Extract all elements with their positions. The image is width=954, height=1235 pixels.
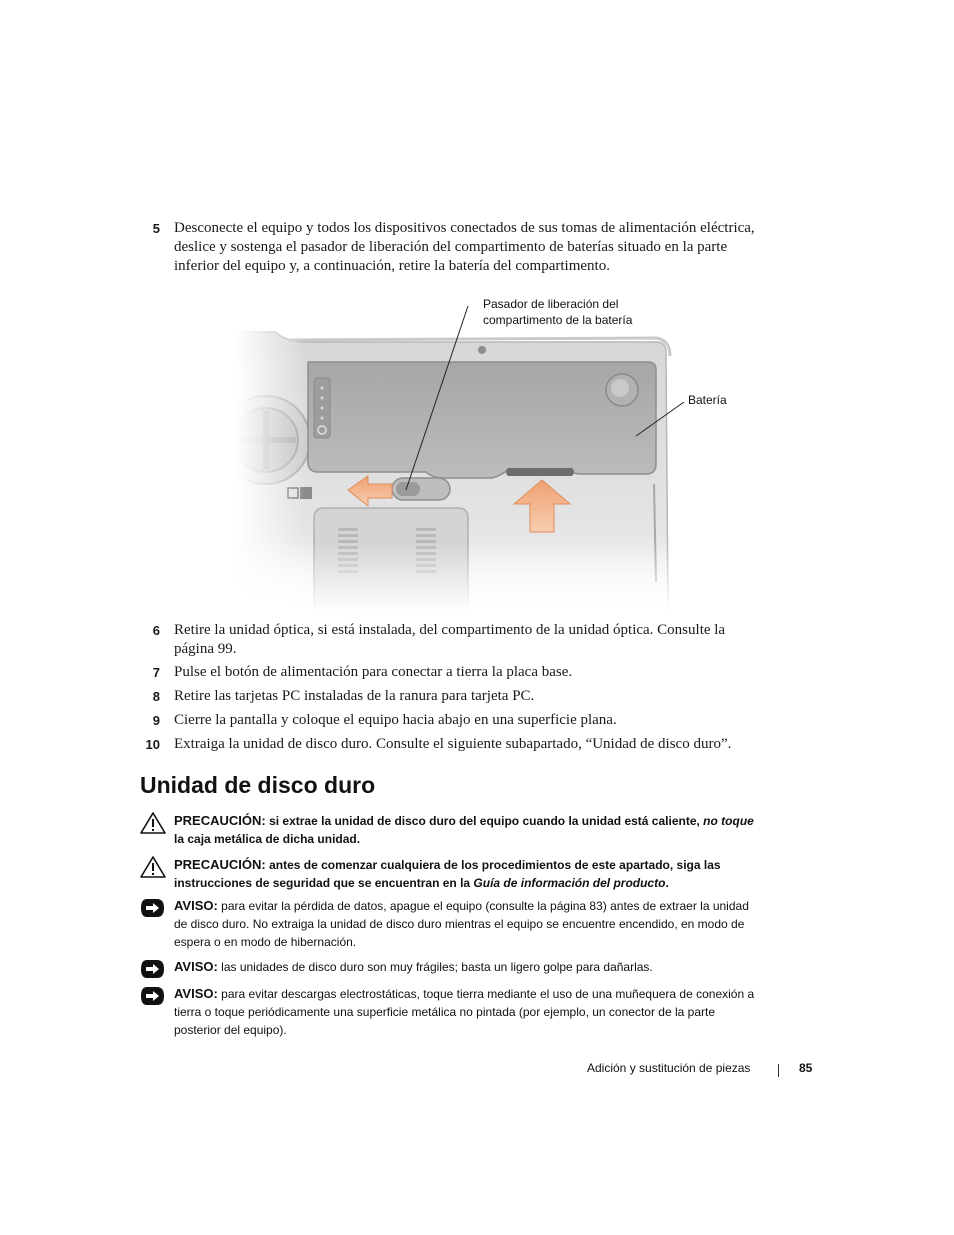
battery-removal-figure xyxy=(236,292,736,612)
step-text: Retire las tarjetas PC instaladas de la ranura para tarjeta PC. xyxy=(174,688,535,704)
step-number: 7 xyxy=(152,665,160,680)
note-text: antes de comenzar cualquiera de los procedimientos de este apartado, siga las instrucciones de seguridad que se encuentran en la xyxy=(174,858,721,890)
step-text: Retire la unidad óptica, si está instalada, del compartimento de la unidad óptica. Consulte la página 99. xyxy=(174,622,726,657)
note-label: AVISO: xyxy=(174,959,218,974)
callout-latch xyxy=(483,296,632,328)
note-text-end: la caja metálica de dicha unidad. xyxy=(174,832,361,846)
warning-triangle-icon xyxy=(140,856,166,878)
step-text: Cierre la pantalla y coloque el equipo hacia abajo en una superficie plana. xyxy=(174,712,617,728)
note-body xyxy=(174,812,760,848)
note-text: para evitar descargas electrostáticas, toque tierra mediante el uso de una muñequera de conexión a tierra o toque periódicamente una superficie metálica no pintada (por ejemplo, un conector de la parte posterior del equipo). xyxy=(174,987,755,1037)
notice-arrow-icon xyxy=(140,897,166,919)
note-text-end: . xyxy=(665,876,669,890)
notice-arrow-icon xyxy=(140,958,166,980)
note-label: PRECAUCIÓN: xyxy=(174,857,266,872)
note-text: las unidades de disco duro son muy frágiles; basta un ligero golpe para dañarlas. xyxy=(217,960,653,974)
note-body xyxy=(174,856,760,892)
step-number: 6 xyxy=(152,623,160,638)
note-emphasis: no toque xyxy=(703,814,754,828)
note-label: PRECAUCIÓN: xyxy=(174,813,266,828)
callout-latch-line2: compartimento de la batería xyxy=(483,313,633,327)
page-number: 85 xyxy=(799,1061,813,1075)
section-title: Unidad de disco duro xyxy=(140,772,376,798)
callout-battery: Batería xyxy=(688,393,727,407)
step-text: Desconecte el equipo y todos los dispositivos conectados de sus tomas de alimentación eléctrica, deslice y sostenga el pasador de liberación del compartimento de baterías situado en la parte inferior del equipo y, a continuación, retire la batería del compartimento. xyxy=(174,220,755,274)
note-text: si extrae la unidad de disco duro del equipo cuando la unidad está caliente, xyxy=(265,814,704,828)
notice-arrow-icon xyxy=(140,985,166,1007)
note-text: para evitar la pérdida de datos, apague el equipo (consulte la página 83) antes de extraer la unidad de disco duro. No extraiga la unidad de disco duro mientras el equipo se encuentre encendido, en modo de espera o en modo de hibernación. xyxy=(174,899,749,949)
footer-title: Adición y sustitución de piezas xyxy=(587,1061,751,1075)
footer-separator xyxy=(778,1064,779,1077)
note-emphasis: Guía de información del producto xyxy=(473,876,666,890)
step-text: Pulse el botón de alimentación para conectar a tierra la placa base. xyxy=(174,664,573,680)
warning-triangle-icon xyxy=(140,812,166,834)
step-number: 8 xyxy=(152,689,160,704)
note-label: AVISO: xyxy=(174,986,218,1001)
laptop-bottom-illustration xyxy=(236,292,736,612)
note-label: AVISO: xyxy=(174,898,218,913)
step-number: 9 xyxy=(152,713,160,728)
note-body xyxy=(174,897,760,951)
note-body xyxy=(174,958,760,976)
step-number: 10 xyxy=(145,737,160,752)
callout-latch-line1: Pasador de liberación del xyxy=(483,297,619,311)
step-text: Extraiga la unidad de disco duro. Consulte el siguiente subapartado, “Unidad de disco duro”. xyxy=(174,736,732,752)
note-body xyxy=(174,985,760,1039)
step-number: 5 xyxy=(152,221,160,236)
